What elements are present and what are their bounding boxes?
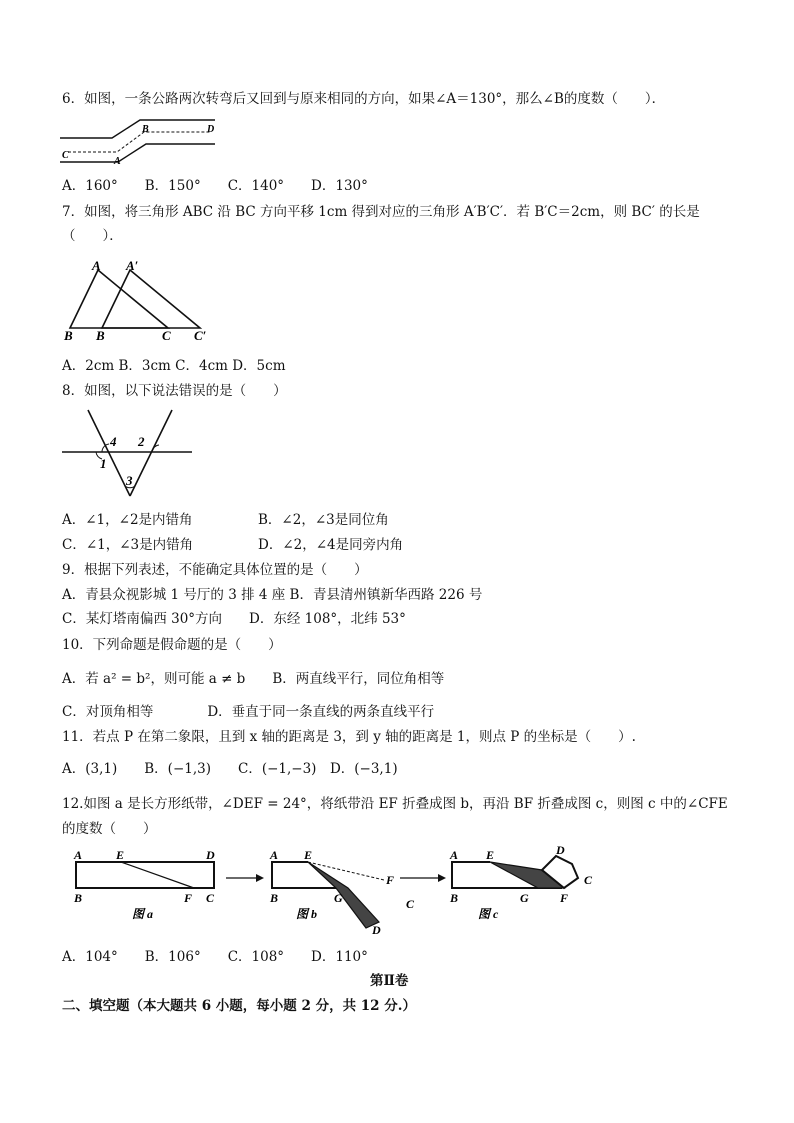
q12-stem-cont: 的度数（ ） bbox=[62, 821, 157, 837]
fig-a-label-c: C bbox=[206, 891, 215, 905]
q9-options-ab: A．青县众视影城 1 号厅的 3 排 4 座 B．青县清州镇新华西路 226 号 bbox=[62, 587, 483, 603]
q8-label-1: 1 bbox=[100, 456, 107, 471]
fig-a-label-a: A bbox=[74, 848, 83, 862]
q7-stem-cont: （ ）． bbox=[62, 228, 123, 244]
q6-label-d: D bbox=[207, 124, 215, 135]
fig-c-caption: 图 c bbox=[478, 907, 499, 921]
q7-options: A．2cm B．3cm C．4cm D．5cm bbox=[62, 358, 286, 374]
q6-label-c: C bbox=[62, 150, 69, 161]
fig-c-label-a: A bbox=[450, 848, 459, 862]
part-title: 第Ⅱ卷 bbox=[370, 973, 409, 989]
q6-stem: 6．如图，一条公路两次转弯后又回到与原来相同的方向，如果∠A＝130°，那么∠B的度数（ ）． bbox=[62, 91, 666, 107]
q11-stem: 11．若点 P 在第二象限，且到 x 轴的距离是 3，到 y 轴的距离是 1，则点 P 的坐标是（ ）. bbox=[62, 729, 636, 745]
q10-stem: 10．下列命题是假命题的是（ ） bbox=[62, 637, 282, 653]
fig-b-caption: 图 b bbox=[296, 907, 318, 921]
q11-options: A．(3,1) B．(−1,3) C．(−1,−3) D．(−3,1) bbox=[62, 761, 398, 777]
q8-option-b: B．∠2，∠3是同位角 bbox=[258, 512, 389, 528]
fig-a-label-f: F bbox=[184, 891, 193, 905]
q7-label-c: C bbox=[162, 328, 171, 343]
q6-road-figure bbox=[60, 112, 220, 172]
q9-stem: 9．根据下列表述，不能确定具体位置的是（ ） bbox=[62, 562, 368, 578]
q12-options: A．104° B．106° C．108° D．110° bbox=[62, 949, 368, 965]
q8-label-3: 3 bbox=[126, 473, 133, 488]
q8-label-4: 4 bbox=[110, 434, 117, 449]
fig-c-label-g: G bbox=[520, 891, 529, 905]
fig-b-label-f: F bbox=[386, 873, 395, 887]
q9-options-cd: C．某灯塔南偏西 30°方向 D．东经 108°，北纬 53° bbox=[62, 611, 406, 627]
q6-label-a: A bbox=[114, 156, 121, 167]
fig-a-label-d: D bbox=[206, 848, 215, 862]
fig-a-label-e: E bbox=[116, 848, 125, 862]
q8-option-c: C．∠1，∠3是内错角 bbox=[62, 537, 194, 553]
fig-c-label-b: B bbox=[450, 891, 459, 905]
fig-a-caption: 图 a bbox=[132, 907, 154, 921]
fig-b-label-c: C bbox=[406, 897, 415, 911]
q7-label-b: B bbox=[64, 328, 73, 343]
fig-c-label-d: D bbox=[556, 844, 565, 857]
fig-c-label-c: C bbox=[584, 873, 593, 887]
q7-label-a: A bbox=[92, 258, 101, 273]
fig-b-label-g: G bbox=[334, 891, 343, 905]
q8-option-d: D．∠2，∠4是同旁内角 bbox=[258, 537, 404, 553]
q10-options-cd: C．对顶角相等 D．垂直于同一条直线的两条直线平行 bbox=[62, 704, 435, 720]
fig-b-label-d: D bbox=[372, 923, 381, 937]
q8-angles-figure bbox=[62, 408, 194, 500]
fig-b-label-a: A bbox=[270, 848, 279, 862]
q7-label-a-prime: A′ bbox=[126, 258, 139, 273]
q8-label-2: 2 bbox=[138, 434, 145, 449]
section-heading: 二、填空题（本大题共 6 小题，每小题 2 分，共 12 分.） bbox=[62, 998, 416, 1014]
q7-label-b-prime: B bbox=[96, 328, 105, 343]
fig-b-label-b: B bbox=[270, 891, 279, 905]
q6-options: A．160° B．150° C．140° D．130° bbox=[62, 178, 368, 194]
q7-stem: 7．如图，将三角形 ABC 沿 BC 方向平移 1cm 得到对应的三角形 A′B′C′．若 B′C＝2cm，则 BC′ 的长是 bbox=[62, 204, 700, 220]
fig-a-label-b: B bbox=[74, 891, 83, 905]
q10-options-ab: A．若 a² = b²，则可能 a ≠ b B．两直线平行，同位角相等 bbox=[62, 671, 445, 687]
q6-label-b: B bbox=[142, 124, 149, 135]
q12-folding-figures bbox=[66, 844, 606, 940]
q7-triangle-figure bbox=[58, 258, 218, 344]
fig-c-label-e: E bbox=[486, 848, 495, 862]
fig-b-label-e: E bbox=[304, 848, 313, 862]
q12-stem: 12.如图 a 是长方形纸带，∠DEF = 24°，将纸带沿 EF 折叠成图 b，再沿 BF 折叠成图 c，则图 c 中的∠CFE bbox=[62, 796, 728, 812]
q8-option-a: A．∠1，∠2是内错角 bbox=[62, 512, 193, 528]
q8-stem: 8．如图，以下说法错误的是（ ） bbox=[62, 383, 287, 399]
fig-c-label-f: F bbox=[560, 891, 569, 905]
q7-label-c-prime: C′ bbox=[194, 328, 207, 343]
